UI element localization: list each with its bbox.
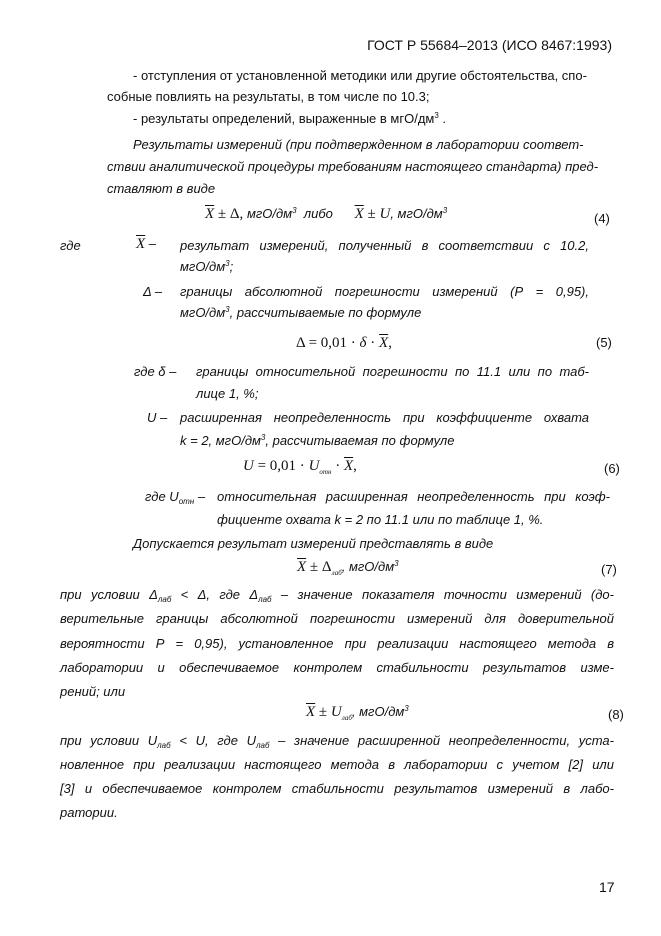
condition-text: < U, где U xyxy=(170,733,256,748)
condition-8-line-4: ратории. xyxy=(60,805,118,820)
allowed-statement: Допускается результат измерений представлять в виде xyxy=(133,536,494,551)
intro-line-3: ставляют в виде xyxy=(107,181,216,196)
condition-8-line-3: [3] и обеспечиваемое контролем стабильности результатов измерений в лабо- xyxy=(60,781,614,796)
comma: , xyxy=(388,335,392,351)
condition-8-line-1 xyxy=(60,733,614,748)
u-rel-definition-line-1: относительная расширенная неопределенность при коэф- xyxy=(217,489,610,504)
superscript: 3 xyxy=(225,305,230,314)
unit-label: , мгО/дм xyxy=(351,704,405,719)
equation-lhs: Δ = 0,01 · xyxy=(296,335,360,351)
intro-line-2: ствии аналитической процедуры требованиям настоящего стандарта) пред- xyxy=(107,159,599,174)
condition-text: – значение расширенной неопределенности, уста- xyxy=(269,733,614,748)
u-rel-definition-line-2: фициенте охвата k = 2 по 11.1 или по таблице 1, %. xyxy=(217,512,544,527)
condition-7-line-3: вероятности Р = 0,95), установленное при реализации настоящего метода в xyxy=(60,636,614,651)
subscript: лаб xyxy=(258,595,272,604)
equation-8 xyxy=(306,704,409,721)
equation-number-8: (8) xyxy=(608,707,624,722)
plus-minus-delta: ± Δ xyxy=(306,559,332,575)
x-definition-line-2 xyxy=(180,259,233,274)
item-results-end: . xyxy=(438,111,447,126)
unit-label: мгО/дм xyxy=(180,305,226,320)
u-definition-line-1: расширенная неопределенность при коэффициенте охвата xyxy=(180,410,589,425)
equation-5 xyxy=(296,335,392,352)
condition-text: при условии U xyxy=(60,733,158,748)
where-text: где U xyxy=(145,489,179,504)
item-results-text: - результаты определений, выраженные в мгО/дм xyxy=(133,111,435,126)
subscript: лаб xyxy=(331,569,342,577)
condition-7-line-2: верительные границы абсолютной погрешности измерений для доверительной xyxy=(60,611,614,626)
superscript: 3 xyxy=(260,433,266,442)
plus-minus-delta: ± Δ, xyxy=(214,206,244,222)
equation-7 xyxy=(297,559,399,576)
equation-number-6: (6) xyxy=(604,461,620,476)
superscript: 3 xyxy=(434,111,439,120)
where-delta-label: где δ – xyxy=(134,364,177,379)
plus-minus: ± xyxy=(315,704,331,720)
subscript: лаб xyxy=(341,714,352,722)
x-bar-symbol: $\overline{X}$ xyxy=(354,206,364,222)
item-deviations-line-1: - отступления от установленной методики или другие обстоятельства, спо- xyxy=(133,68,587,83)
condition-text: < Δ, где Δ xyxy=(171,587,259,602)
equation-number-4: (4) xyxy=(594,211,610,226)
definition-text: , рассчитываемая по формуле xyxy=(265,433,455,448)
definition-text: , рассчитываемые по формуле xyxy=(229,305,422,320)
subscript: отн xyxy=(178,497,195,506)
condition-7-line-5: рений; или xyxy=(60,684,126,699)
item-deviations-line-2: собные повлиять на результаты, в том числе по 10.3; xyxy=(107,89,430,104)
intro-line-1: Результаты измерений (при подтвержденном в лаборатории соответ- xyxy=(133,137,584,152)
u-symbol: U xyxy=(379,206,391,222)
subscript: лаб xyxy=(157,595,172,604)
x-bar-symbol: $\overline{X}$ xyxy=(379,335,389,351)
x-definition-line-1: результат измерений, полученный в соответствии с 10.2, xyxy=(180,238,589,253)
page-number: 17 xyxy=(599,879,615,895)
u-definition-line-2 xyxy=(180,433,455,448)
condition-text: при условии Δ xyxy=(60,587,158,602)
delta-definition-line-2 xyxy=(180,305,421,320)
condition-7-line-1 xyxy=(60,587,614,602)
equation-number-5: (5) xyxy=(596,335,612,350)
item-results xyxy=(133,111,446,126)
unit-label: , мгО/дм xyxy=(341,559,395,574)
x-bar-symbol: $\overline{X}$ xyxy=(343,458,354,474)
equation-6 xyxy=(243,458,357,475)
x-bar-symbol: $\overline{X}$ xyxy=(306,704,316,720)
u-term: U – xyxy=(147,410,168,425)
u-symbol: U xyxy=(308,458,320,474)
punct: ; xyxy=(229,259,234,274)
unit-label: мгО/дм xyxy=(180,259,226,274)
delta-definition-line-1: границы абсолютной погрешности измерений (Р = 0,95), xyxy=(180,284,589,299)
subscript: лаб xyxy=(256,741,270,750)
superscript: 3 xyxy=(225,259,230,268)
x-bar-symbol: $\overline{X}$ xyxy=(297,559,307,575)
dot: · xyxy=(331,458,344,474)
document-header: ГОСТ Р 55684–2013 (ИСО 8467:1993) xyxy=(367,37,612,53)
superscript: 3 xyxy=(442,206,448,215)
comma: , xyxy=(353,458,357,474)
x-bar-symbol: $\overline{X}$ xyxy=(136,236,146,252)
either-word: либо xyxy=(303,206,333,221)
dash: – xyxy=(194,489,206,504)
x-bar-symbol: $\overline{X}$ xyxy=(205,206,215,222)
x-term xyxy=(136,236,156,253)
dash: – xyxy=(145,236,157,251)
delta-rel-definition-line-2: лице 1, %; xyxy=(196,386,259,401)
superscript: 3 xyxy=(404,704,409,713)
where-label: где xyxy=(60,238,81,253)
subscript: лаб xyxy=(157,741,171,750)
u-symbol: U xyxy=(243,458,254,474)
delta-term: Δ – xyxy=(143,284,163,299)
delta-rel-definition-line-1: границы относительной погрешности по 11.1 или по таб- xyxy=(196,364,589,379)
unit-label: мгО/дм xyxy=(246,206,293,221)
superscript: 3 xyxy=(394,559,399,568)
condition-text: – значение показателя точности измерений (до- xyxy=(271,587,614,602)
delta-small-symbol: δ xyxy=(359,335,367,351)
condition-7-line-4: лаборатории и обеспечиваемое контролем стабильности результатов изме- xyxy=(60,660,614,675)
where-u-rel-label xyxy=(145,489,205,504)
definition-text: k = 2, мгО/дм xyxy=(180,433,261,448)
equation-number-7: (7) xyxy=(601,562,617,577)
u-symbol: U xyxy=(330,704,342,720)
superscript: 3 xyxy=(292,206,297,215)
subscript: отн xyxy=(319,468,332,476)
dot: · xyxy=(366,335,380,351)
equals-coefficient: = 0,01 · xyxy=(253,458,309,474)
unit-label: , мгО/дм xyxy=(390,206,443,221)
equation-4 xyxy=(205,206,447,223)
condition-8-line-2: новленное при реализации настоящего метода в лаборатории с учетом [2] или xyxy=(60,757,614,772)
plus-minus: ± xyxy=(363,206,380,222)
